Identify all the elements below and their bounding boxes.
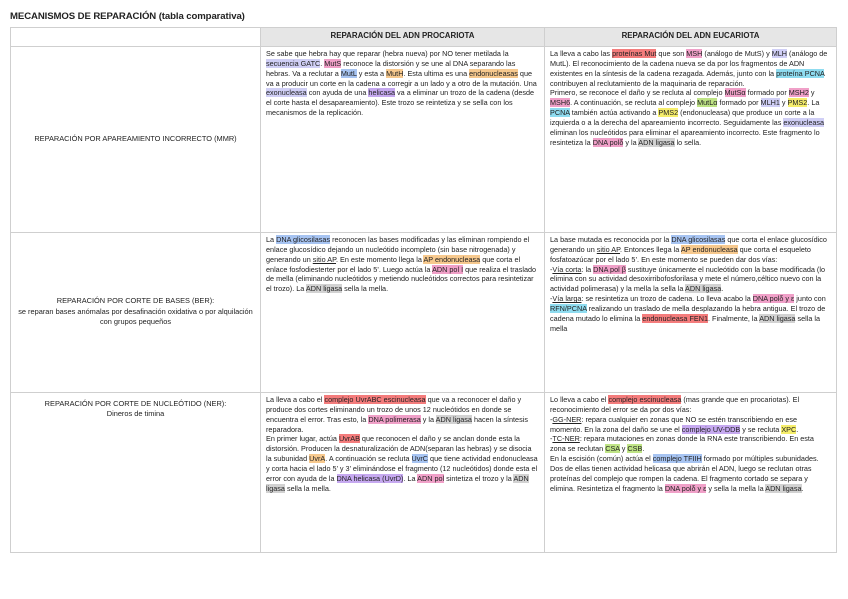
highlighted-term: UvrAB bbox=[338, 434, 360, 444]
underlined-term: sitio AP bbox=[596, 244, 621, 254]
text-segment: formado por múltiples subunidades. Dos de ellas tienen actividad helicasa que abrirán el ADN, luego se reclutan otras proteínas del complejo que rompen la cadena. El fragmento cortado se separa y elimina. Resintetiza el fragmento la bbox=[550, 454, 819, 493]
text-segment: reconoce la distorsión y se une al DNA separando las hebras. Va a reclutar a bbox=[266, 58, 516, 78]
text-segment: sella la mella. bbox=[342, 284, 389, 294]
text-segment: La lleva a cabo el bbox=[266, 395, 325, 404]
row-subtitle: Dineros de timina bbox=[106, 409, 165, 419]
underlined-term: sitio AP bbox=[312, 254, 337, 264]
text-segment: Primero, se reconoce el daño y se recluta al complejo bbox=[550, 88, 725, 98]
text-segment: reconocen las bases modificadas y las eliminan rompiendo el enlace glucosídico dejando un nucleótido incompleto (sin base nitrogenada) y generando un bbox=[266, 235, 530, 264]
cell-ner-prokaryote bbox=[261, 393, 545, 553]
highlighted-term: AP endonucleasa bbox=[423, 254, 481, 264]
underlined-term: Vía larga bbox=[552, 294, 582, 304]
text-segment: Se sabe que hebra hay que reparar (hebra nueva) por NO tener metilada la bbox=[266, 49, 509, 58]
text-segment: (mas grande que en procariotas). El reconocimiento del error se da por dos vías: bbox=[550, 395, 800, 414]
text-segment: sustituye únicamente el nucleótido con la base modificada (lo elimina con su actividad desoxirribofosforilasa y mete el número,céltico nuevo con la actividad polimerasa) y la mella la sella la bbox=[550, 264, 825, 294]
highlighted-term: ADN ligasa bbox=[305, 284, 343, 294]
text-segment: . bbox=[320, 58, 325, 68]
table-row-ner bbox=[11, 393, 837, 553]
text-segment: . Esta ultima es una bbox=[403, 68, 470, 78]
header-eukaryote: REPARACIÓN DEL ADN EUCARIOTA bbox=[545, 28, 837, 47]
highlighted-term: MSH6 bbox=[550, 98, 571, 108]
highlighted-term: DNA helicasa (UvrD) bbox=[336, 473, 404, 483]
highlighted-term: complejo UV-DDB bbox=[681, 424, 741, 434]
highlighted-term: proteína PCNA bbox=[776, 68, 825, 78]
row-name: REPARACIÓN POR CORTE DE BASES (BER): bbox=[56, 296, 215, 306]
highlighted-term: UvrA bbox=[309, 454, 326, 464]
highlighted-term: exonucleasa bbox=[783, 118, 825, 128]
text-segment: que corta el enlace glucosídico generando un bbox=[550, 235, 827, 254]
highlighted-term: MutH bbox=[386, 68, 404, 78]
text-segment: y sella la mella la bbox=[706, 483, 766, 493]
text-segment: . bbox=[642, 444, 645, 454]
header-row bbox=[11, 28, 837, 47]
highlighted-term: RFN/PCNA bbox=[550, 304, 587, 314]
text-segment: . bbox=[796, 424, 799, 434]
text-segment: que va a reconocer el daño y produce dos cortes eliminando un trozo de unos 12 nucleótidos en donde se encuentra el error. Tras esto, la bbox=[266, 395, 522, 424]
text-segment: . La bbox=[807, 98, 820, 108]
highlighted-term: XPC bbox=[781, 424, 797, 434]
text-segment: . En este momento llega la bbox=[336, 254, 424, 264]
text-segment: formado por bbox=[717, 98, 761, 108]
text-segment: sella la mella. bbox=[284, 483, 331, 493]
highlighted-term: PMS2 bbox=[658, 108, 679, 118]
text-segment: va a eliminar un trozo de la cadena (desde el corte hasta el desapareamiento). Este trozo se reintetiza y se sella con los mecanismos de la replicación. bbox=[266, 88, 535, 118]
text-segment: En primer lugar, actúa bbox=[266, 434, 339, 444]
row-label-ber bbox=[11, 233, 261, 393]
highlighted-term: DNA glicosilasas bbox=[671, 235, 726, 244]
text-segment: junto con bbox=[794, 294, 826, 304]
highlighted-term: AP endonucleasa bbox=[680, 244, 738, 254]
header-prokaryote: REPARACIÓN DEL ADN PROCARIOTA bbox=[261, 28, 545, 47]
highlighted-term: DNA polδ y ε bbox=[664, 483, 707, 493]
text-segment: La base mutada es reconocida por la bbox=[550, 235, 672, 244]
comparison-table bbox=[10, 27, 837, 553]
text-segment: realizando un traslado de mella desplazando la hebra antigua. El trozo de cadena mutado lo elimina la bbox=[550, 304, 826, 323]
text-segment: y bbox=[619, 444, 628, 454]
underlined-term: Vía corta bbox=[552, 264, 582, 274]
table-row-ber bbox=[11, 233, 837, 393]
highlighted-term: CSA bbox=[605, 444, 620, 454]
highlighted-term: proteínas Mut bbox=[612, 49, 657, 58]
highlighted-term: DNA polimerasa bbox=[368, 414, 421, 424]
text-segment: y bbox=[808, 88, 815, 98]
highlighted-term: ADN pol bbox=[417, 473, 445, 483]
highlighted-term: PCNA bbox=[550, 108, 570, 118]
text-segment: y bbox=[779, 98, 788, 108]
underlined-term: GG-NER bbox=[552, 414, 582, 424]
highlighted-term: complejo TFIIH bbox=[652, 454, 702, 464]
row-label-ner bbox=[11, 393, 261, 553]
text-segment: - bbox=[550, 434, 553, 444]
row-subtitle: se reparan bases anómalas por desafinación oxidativa o por alquilación con grupos pequeños bbox=[18, 306, 253, 327]
text-segment: . bbox=[721, 284, 724, 294]
text-segment: . Entonces llega la bbox=[620, 244, 681, 254]
text-segment: contribuyen al reclutamiento de la maquinaria de reparación. bbox=[550, 78, 745, 88]
text-segment: . bbox=[801, 483, 804, 493]
highlighted-term: UvrC bbox=[411, 454, 429, 464]
text-segment: . A continuación se recluta bbox=[325, 454, 412, 464]
highlighted-term: ADN ligasa bbox=[685, 284, 722, 294]
text-segment: (análogo de MutS) y bbox=[702, 49, 772, 58]
highlighted-term: DNA polδ y ε bbox=[752, 294, 795, 304]
highlighted-term: PMS2 bbox=[787, 98, 808, 108]
cell-ber-prokaryote bbox=[261, 233, 545, 393]
cell-ber-eukaryote bbox=[545, 233, 837, 393]
text-segment: Lo lleva a cabo el bbox=[550, 395, 609, 404]
highlighted-term: MutS bbox=[324, 58, 342, 68]
text-segment: La bbox=[266, 235, 277, 244]
text-segment: : repara mutaciones en zonas donde la RNA este transcribiendo. En esta zona se reclutan bbox=[550, 434, 814, 454]
text-segment: : se resintetiza un trozo de cadena. Lo lleva acabo la bbox=[581, 294, 753, 304]
text-segment: - bbox=[550, 414, 553, 424]
text-segment: y esta a bbox=[356, 68, 387, 78]
text-segment: hacen la síntesis reparadora. bbox=[266, 414, 528, 434]
text-segment: - bbox=[550, 264, 553, 274]
highlighted-term: DNA glicosilasas bbox=[276, 235, 331, 244]
highlighted-term: complejo escinucleasa bbox=[608, 395, 682, 404]
highlighted-term: secuencia GATC bbox=[266, 58, 321, 68]
highlighted-term: DNA pol β bbox=[593, 264, 626, 274]
highlighted-term: CSB bbox=[627, 444, 643, 454]
highlighted-term: ADN ligasa bbox=[759, 313, 796, 323]
text-segment: también actúa activando a bbox=[569, 108, 659, 118]
text-segment: sintetiza el trozo y la bbox=[444, 473, 514, 483]
underlined-term: TC-NER bbox=[552, 434, 580, 444]
text-segment: con ayuda de una bbox=[306, 88, 369, 98]
highlighted-term: DNA polδ bbox=[592, 137, 624, 147]
cell-ner-eukaryote bbox=[545, 393, 837, 553]
text-segment: eliminan los nucleótidos para eliminar el apareamiento incorrecto. Este fragmento lo resintetiza la bbox=[550, 127, 820, 147]
text-segment: : repara cualquier en zonas que NO se estén transcribiendo en ese momento. En la zona del daño se une el bbox=[550, 414, 798, 434]
highlighted-term: ADN ligasa bbox=[435, 414, 472, 424]
text-segment: En la escisión (común) actúa el bbox=[550, 454, 653, 464]
text-segment: que reconocen el daño y se anclan donde esta la distorsión. Producen la desnaturalización de ADN(separan las hebras) y se disocia la subunidad bbox=[266, 434, 532, 464]
highlighted-term: ADN pol I bbox=[432, 264, 464, 274]
highlighted-term: endonucleasa FEN1 bbox=[642, 313, 708, 323]
text-segment: y la bbox=[420, 414, 436, 424]
cell-mmr-eukaryote bbox=[545, 47, 837, 233]
highlighted-term: MLH1 bbox=[760, 98, 780, 108]
text-segment: que son bbox=[656, 49, 687, 58]
text-segment: . A continuación, se recluta al complejo bbox=[570, 98, 698, 108]
row-name: REPARACIÓN POR CORTE DE NUCLEÓTIDO (NER): bbox=[44, 399, 227, 408]
row-label-mmr bbox=[11, 47, 261, 233]
text-segment: La lleva a cabo las bbox=[550, 49, 613, 58]
text-segment: - bbox=[550, 294, 553, 304]
text-segment: que tiene actividad endonucleasa y corta hacia el lado 5’ y 3’ eliminándose el fragmento (12 nucleótidos) donde esta el error con ayuda de la bbox=[266, 454, 538, 483]
text-segment: . Finalmente, la bbox=[708, 313, 760, 323]
text-segment: (endonucleasa) que produce un corte a la izquierda o a la derecha del apareamiento incorrecto. Seguidamente las bbox=[550, 108, 815, 128]
header-blank bbox=[11, 28, 261, 47]
text-segment: sella la mella bbox=[550, 313, 821, 333]
text-segment: formado por bbox=[745, 88, 789, 98]
cell-mmr-prokaryote bbox=[261, 47, 545, 233]
highlighted-term: MutSα bbox=[724, 88, 746, 98]
table-row-mmr bbox=[11, 47, 837, 233]
text-segment: : la bbox=[581, 264, 594, 274]
highlighted-term: MSH2 bbox=[788, 88, 809, 98]
highlighted-term: ADN ligasa bbox=[266, 473, 529, 493]
text-segment: . La bbox=[403, 473, 418, 483]
row-name: REPARACIÓN POR APAREAMIENTO INCORRECTO (MMR) bbox=[34, 133, 237, 143]
text-segment: lo sella. bbox=[674, 137, 702, 147]
highlighted-term: helicasa bbox=[368, 88, 396, 98]
highlighted-term: ADN ligasa bbox=[638, 137, 675, 147]
text-segment: que realiza el traslado de mella (eliminando nucleótidos y metiendo nucleótidos correctos para resintetizar el trozo). La bbox=[266, 264, 537, 294]
highlighted-term: MutL bbox=[340, 68, 357, 78]
text-segment: y la bbox=[623, 137, 639, 147]
text-segment: que va a producir un corte en la cadena a corregir a un lado y a otro de la mutación. Una bbox=[266, 68, 537, 88]
text-segment: (análogo de MutL). El reconocimiento de la cadena nueva se da por los fragmentos de ADN existentes en la síntesis de la cadena rezagada. Además, junto con la bbox=[550, 49, 828, 78]
highlighted-term: ADN ligasa bbox=[765, 483, 802, 493]
text-segment: que corta el esqueleto fosfatoazúcar por el lado 5’. En este momento se pueden dar dos vías: bbox=[550, 244, 811, 264]
highlighted-term: complejo UvrABC escinucleasa bbox=[324, 395, 426, 404]
text-segment: que corta el enlace fosfodiesterter por el lado 5’. Luego actúa la bbox=[266, 254, 521, 274]
highlighted-term: MSH bbox=[686, 49, 703, 58]
highlighted-term: MLH bbox=[771, 49, 788, 58]
highlighted-term: MutLα bbox=[697, 98, 718, 108]
text-segment: y se recluta bbox=[740, 424, 782, 434]
highlighted-term: endonucleasas bbox=[469, 68, 518, 78]
highlighted-term: exonucleasa bbox=[266, 88, 307, 98]
page-title: MECANISMOS DE REPARACIÓN (tabla comparativa) bbox=[10, 11, 245, 22]
